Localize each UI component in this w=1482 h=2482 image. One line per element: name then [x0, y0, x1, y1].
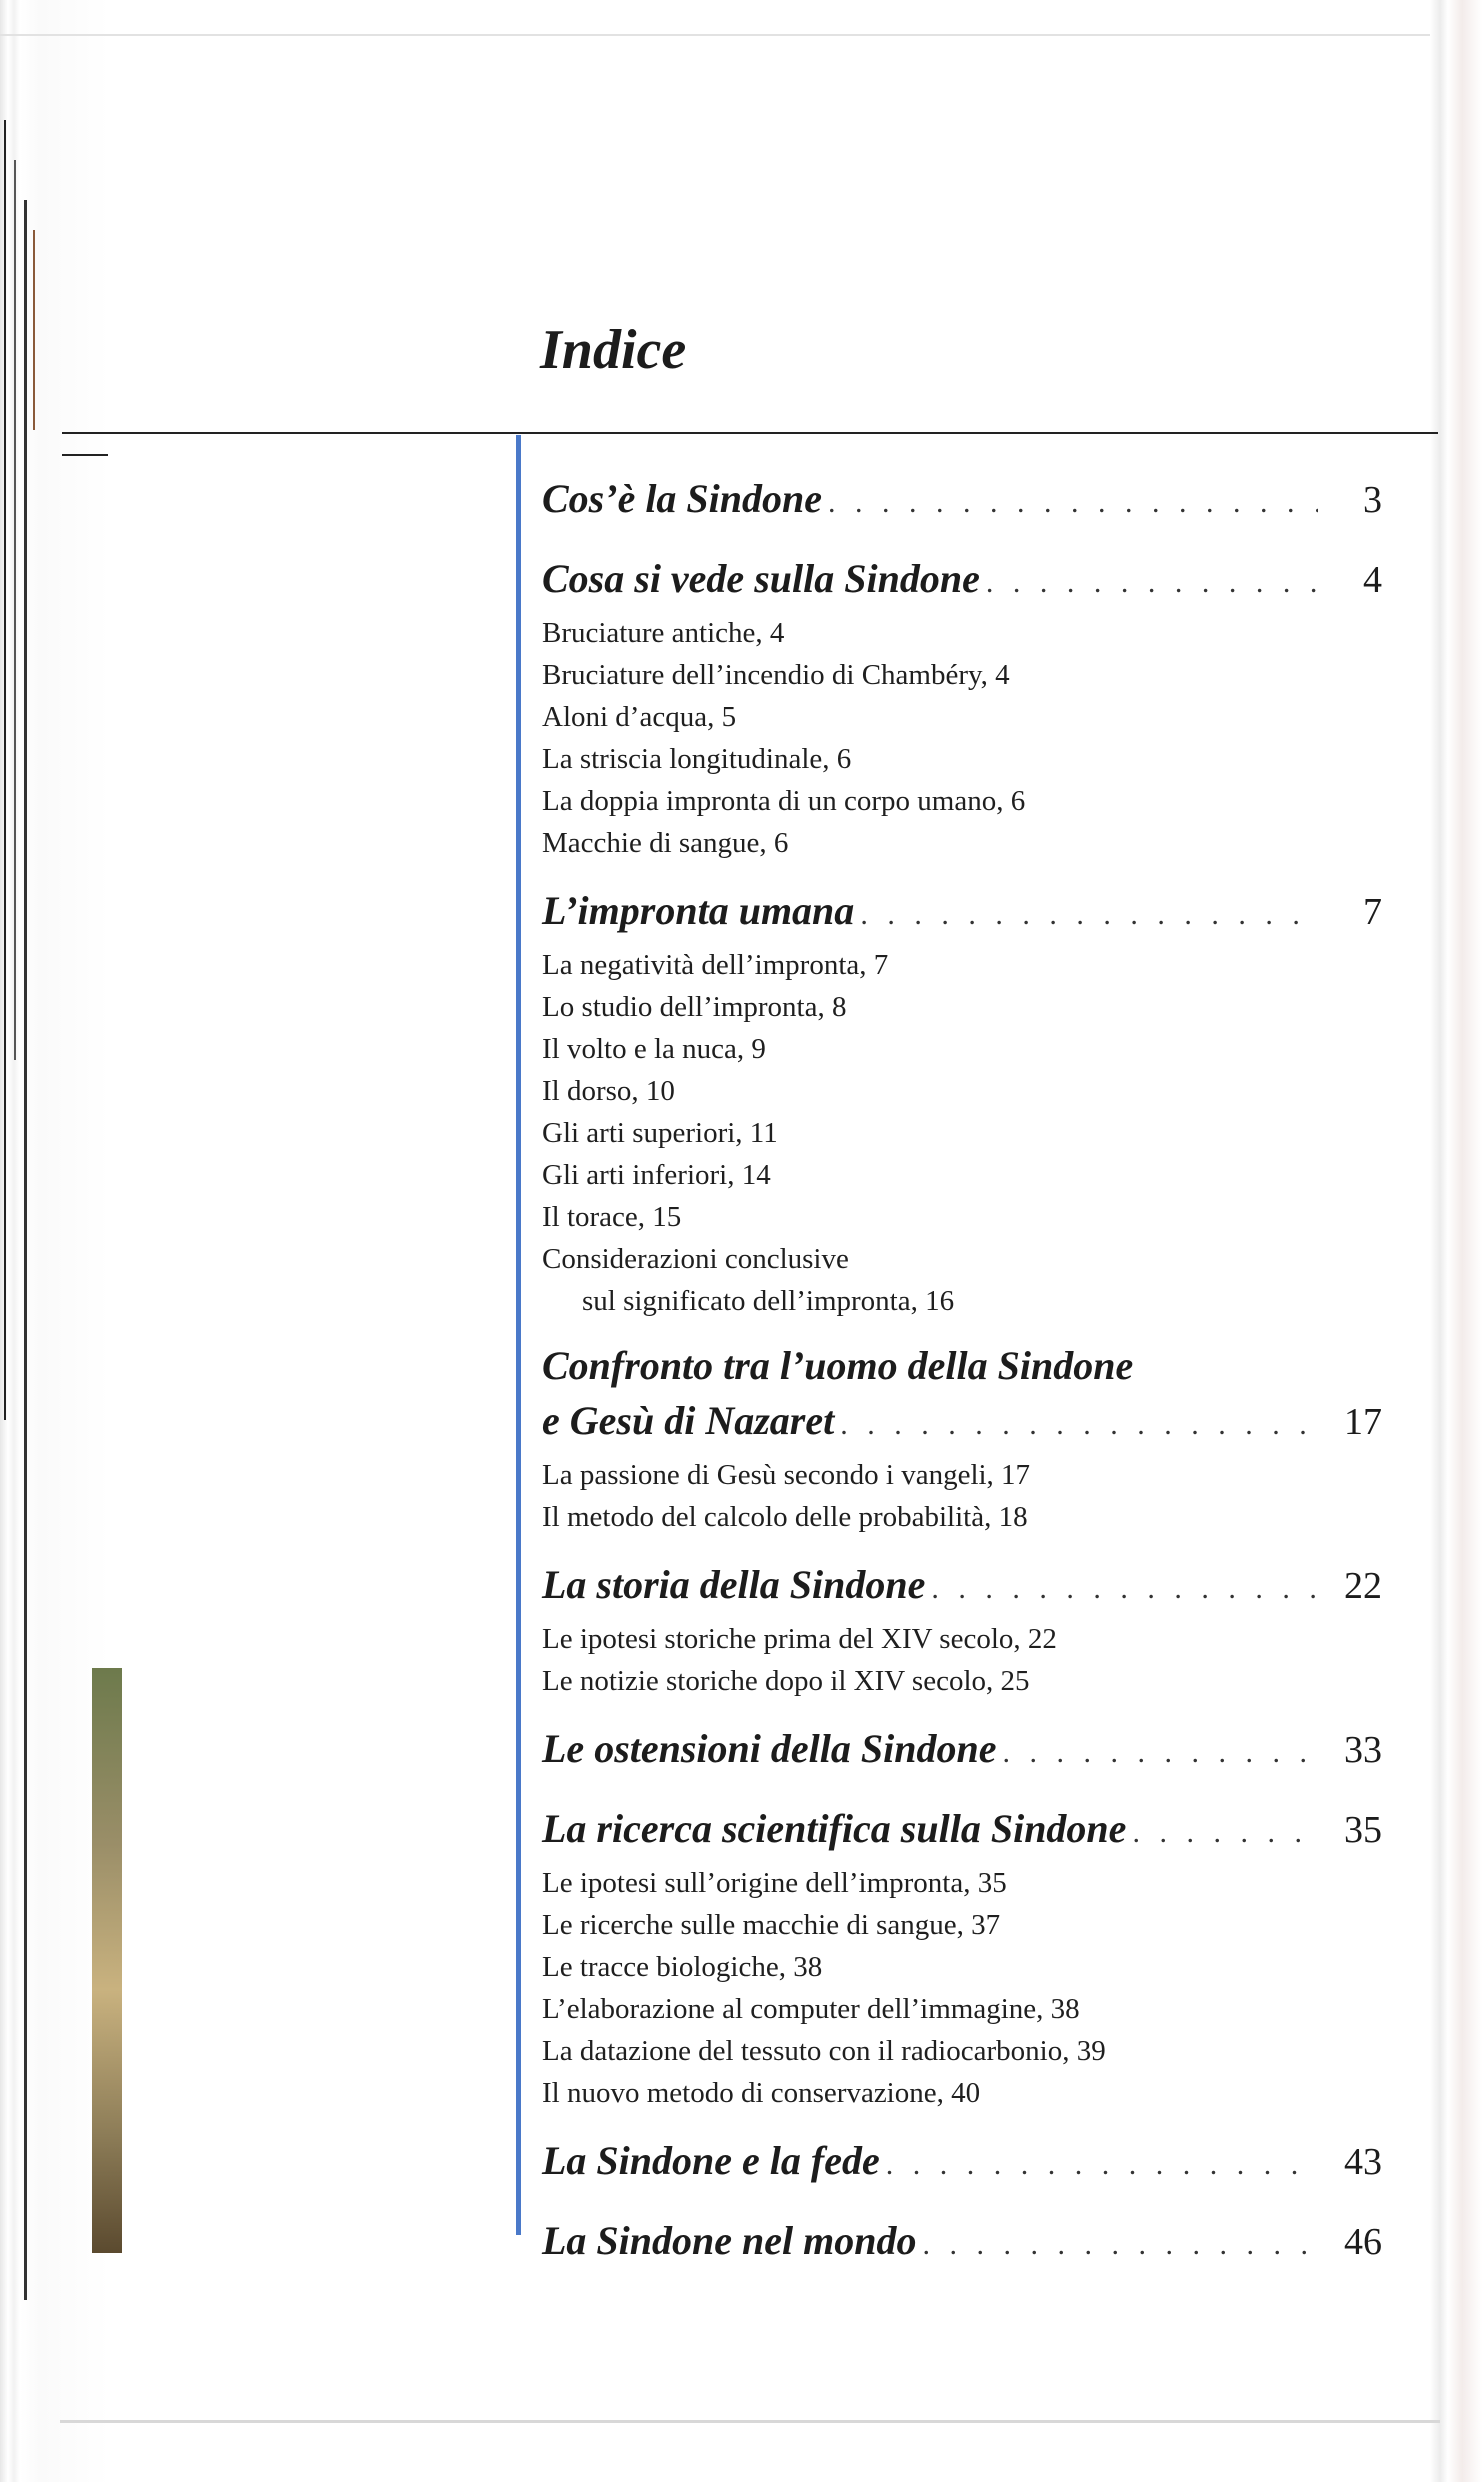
toc-subentry[interactable]: Gli arti inferiori, 14	[542, 1159, 771, 1191]
toc-entry[interactable]	[542, 1720, 1382, 1782]
toc-subentry[interactable]: Le ricerche sulle macchie di sangue, 37	[542, 1909, 1001, 1941]
toc-entry-page: 46	[1344, 2221, 1382, 2263]
toc-entry-page: 3	[1363, 479, 1382, 521]
title-rule	[62, 432, 1438, 434]
toc-section	[542, 470, 1382, 532]
toc-entry-title: Cos’è la Sindone	[542, 476, 823, 521]
toc-subentry[interactable]: La passione di Gesù secondo i vangeli, 17	[542, 1459, 1031, 1491]
toc-entry[interactable]	[542, 550, 1382, 612]
toc-subentry[interactable]: Il nuovo metodo di conservazione, 40	[542, 2077, 981, 2109]
toc-entry-title: L’impronta umana	[542, 888, 855, 933]
dot-leader	[886, 2136, 1318, 2194]
toc-subentry-continued[interactable]: sul significato dell’impronta, 16	[582, 1285, 955, 1317]
toc-subentry[interactable]: Le notizie storiche dopo il XIV secolo, 25	[542, 1665, 1030, 1697]
toc-section	[542, 1340, 1382, 1538]
toc-section	[542, 882, 1382, 1322]
page-title: Indice	[540, 319, 687, 381]
toc-section	[542, 2212, 1382, 2274]
dot-leader	[1132, 1804, 1318, 1862]
toc-subentry[interactable]: La datazione del tessuto con il radiocarbonio, 39	[542, 2035, 1106, 2067]
toc-subentry[interactable]: Gli arti superiori, 11	[542, 1117, 778, 1149]
toc-subentry[interactable]: Aloni d’acqua, 5	[542, 701, 737, 733]
toc-subentry[interactable]: Bruciature antiche, 4	[542, 617, 785, 649]
toc-entry-title: Cosa si vede sulla Sindone	[542, 556, 980, 601]
toc-entry[interactable]	[542, 882, 1382, 944]
toc-subentry[interactable]: Il metodo del calcolo delle probabilità, 18	[542, 1501, 1028, 1533]
toc-entry-page: 22	[1344, 1565, 1382, 1607]
toc-subentry[interactable]: Lo studio dell’impronta, 8	[542, 991, 847, 1023]
photo-strip	[92, 1668, 122, 2253]
toc-subentry[interactable]: Bruciature dell’incendio di Chambéry, 4	[542, 659, 1010, 691]
toc-entry[interactable]	[542, 1392, 1382, 1454]
toc-entry-page: 35	[1344, 1809, 1382, 1851]
toc-subentry[interactable]: L’elaborazione al computer dell’immagine, 38	[542, 1993, 1080, 2025]
dot-leader	[828, 474, 1318, 532]
toc-section	[542, 550, 1382, 864]
toc-entry-page: 17	[1344, 1401, 1382, 1443]
table-of-contents	[542, 470, 1382, 2292]
blue-accent-bar	[516, 435, 521, 2235]
page-edge-line	[14, 160, 16, 1060]
toc-entry-title: La Sindone e la fede	[542, 2138, 880, 2183]
toc-entry-page: 33	[1344, 1729, 1382, 1771]
page-edge-line	[24, 200, 27, 2300]
dot-leader	[1003, 1724, 1319, 1782]
page-edge-line	[33, 230, 35, 430]
dot-leader	[986, 554, 1318, 612]
toc-section	[542, 1720, 1382, 1782]
toc-entry-title: e Gesù di Nazaret	[542, 1398, 835, 1443]
page-edge-line	[4, 120, 6, 1420]
dot-leader	[931, 1560, 1318, 1618]
toc-entry-title: La Sindone nel mondo	[542, 2218, 917, 2263]
toc-subentry[interactable]: Le ipotesi storiche prima del XIV secolo, 22	[542, 1623, 1057, 1655]
bottom-edge	[60, 2420, 1440, 2423]
toc-entry[interactable]	[542, 1800, 1382, 1862]
toc-entry-page: 7	[1363, 891, 1382, 933]
toc-subentry[interactable]: Considerazioni conclusive	[542, 1243, 849, 1275]
toc-subentry[interactable]: La doppia impronta di un corpo umano, 6	[542, 785, 1026, 817]
toc-section	[542, 1800, 1382, 2114]
toc-entry-title-line1[interactable]: Confronto tra l’uomo della Sindone	[542, 1343, 1134, 1388]
toc-entry-page: 43	[1344, 2141, 1382, 2183]
top-edge	[0, 34, 1440, 36]
toc-subentry[interactable]: Il torace, 15	[542, 1201, 682, 1233]
toc-entry-title: La storia della Sindone	[542, 1562, 926, 1607]
toc-entry-page: 4	[1363, 559, 1382, 601]
title-rule-tick	[62, 454, 108, 456]
toc-entry-title: La ricerca scientifica sulla Sindone	[542, 1806, 1127, 1851]
toc-entry[interactable]	[542, 2212, 1382, 2274]
toc-section	[542, 1556, 1382, 1702]
toc-subentry[interactable]: Macchie di sangue, 6	[542, 827, 789, 859]
toc-entry[interactable]	[542, 470, 1382, 532]
toc-entry[interactable]	[542, 1556, 1382, 1618]
toc-subentry[interactable]: Il dorso, 10	[542, 1075, 675, 1107]
toc-subentry[interactable]: Le ipotesi sull’origine dell’impronta, 35	[542, 1867, 1007, 1899]
toc-subentry[interactable]: La striscia longitudinale, 6	[542, 743, 852, 775]
dot-leader	[840, 1396, 1318, 1454]
toc-entry-title: Le ostensioni della Sindone	[542, 1726, 997, 1771]
toc-subentry[interactable]: La negatività dell’impronta, 7	[542, 949, 889, 981]
toc-subentry[interactable]: Le tracce biologiche, 38	[542, 1951, 823, 1983]
toc-entry[interactable]	[542, 2132, 1382, 2194]
toc-subentry[interactable]: Il volto e la nuca, 9	[542, 1033, 766, 1065]
dot-leader	[923, 2216, 1318, 2274]
right-page-edge	[1430, 0, 1482, 2482]
toc-section	[542, 2132, 1382, 2194]
dot-leader	[860, 886, 1318, 944]
